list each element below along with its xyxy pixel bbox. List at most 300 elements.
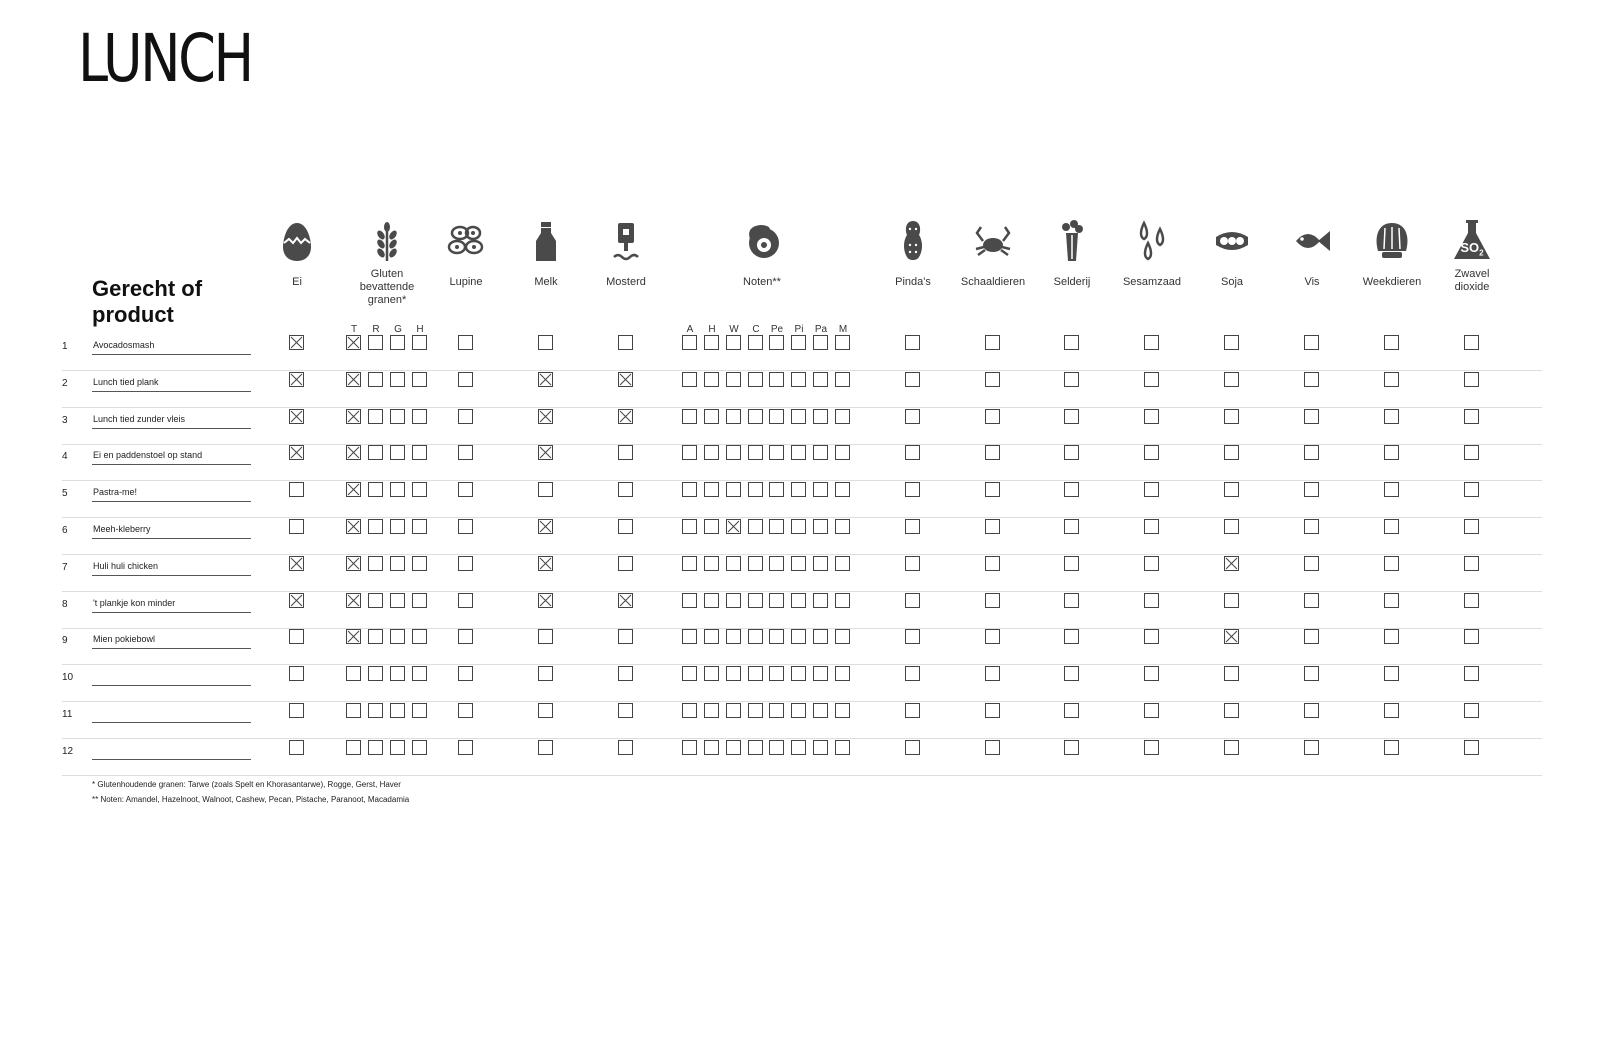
checkbox-soja[interactable] <box>1224 666 1239 681</box>
checkbox-noten-Pa[interactable] <box>813 519 828 534</box>
checkbox-pinda[interactable] <box>905 445 920 460</box>
checkbox-pinda[interactable] <box>905 703 920 718</box>
checkbox-mosterd[interactable] <box>618 593 633 608</box>
checkbox-soja[interactable] <box>1224 556 1239 571</box>
checkbox-pinda[interactable] <box>905 482 920 497</box>
checkbox-noten-W[interactable] <box>726 335 741 350</box>
checkbox-gluten-T[interactable] <box>346 372 361 387</box>
checkbox-ei[interactable] <box>289 556 304 571</box>
checkbox-zwavel[interactable] <box>1464 519 1479 534</box>
checkbox-lupine[interactable] <box>458 372 473 387</box>
checkbox-noten-Pe[interactable] <box>769 629 784 644</box>
checkbox-noten-M[interactable] <box>835 445 850 460</box>
checkbox-melk[interactable] <box>538 372 553 387</box>
checkbox-gluten-T[interactable] <box>346 556 361 571</box>
checkbox-melk[interactable] <box>538 409 553 424</box>
checkbox-gluten-T[interactable] <box>346 409 361 424</box>
checkbox-noten-A[interactable] <box>682 629 697 644</box>
checkbox-noten-A[interactable] <box>682 372 697 387</box>
checkbox-mosterd[interactable] <box>618 629 633 644</box>
checkbox-pinda[interactable] <box>905 593 920 608</box>
checkbox-selderij[interactable] <box>1064 593 1079 608</box>
checkbox-melk[interactable] <box>538 519 553 534</box>
checkbox-noten-M[interactable] <box>835 629 850 644</box>
checkbox-selderij[interactable] <box>1064 372 1079 387</box>
checkbox-gluten-H[interactable] <box>412 629 427 644</box>
checkbox-sesamzaad[interactable] <box>1144 519 1159 534</box>
checkbox-weekdieren[interactable] <box>1384 629 1399 644</box>
checkbox-ei[interactable] <box>289 519 304 534</box>
checkbox-noten-C[interactable] <box>748 629 763 644</box>
checkbox-weekdieren[interactable] <box>1384 593 1399 608</box>
dish-name-field[interactable]: Mien pokiebowl <box>92 632 251 649</box>
checkbox-gluten-R[interactable] <box>368 666 383 681</box>
dish-name-field[interactable] <box>92 669 251 686</box>
checkbox-noten-H[interactable] <box>704 445 719 460</box>
checkbox-melk[interactable] <box>538 335 553 350</box>
checkbox-vis[interactable] <box>1304 519 1319 534</box>
checkbox-zwavel[interactable] <box>1464 372 1479 387</box>
checkbox-sesamzaad[interactable] <box>1144 629 1159 644</box>
checkbox-pinda[interactable] <box>905 372 920 387</box>
checkbox-noten-C[interactable] <box>748 335 763 350</box>
checkbox-noten-A[interactable] <box>682 445 697 460</box>
checkbox-gluten-H[interactable] <box>412 556 427 571</box>
checkbox-vis[interactable] <box>1304 482 1319 497</box>
checkbox-gluten-G[interactable] <box>390 629 405 644</box>
checkbox-vis[interactable] <box>1304 556 1319 571</box>
checkbox-ei[interactable] <box>289 445 304 460</box>
checkbox-noten-W[interactable] <box>726 629 741 644</box>
checkbox-noten-A[interactable] <box>682 556 697 571</box>
checkbox-mosterd[interactable] <box>618 666 633 681</box>
checkbox-gluten-T[interactable] <box>346 629 361 644</box>
checkbox-noten-H[interactable] <box>704 703 719 718</box>
checkbox-noten-H[interactable] <box>704 372 719 387</box>
checkbox-gluten-R[interactable] <box>368 445 383 460</box>
checkbox-soja[interactable] <box>1224 482 1239 497</box>
checkbox-pinda[interactable] <box>905 519 920 534</box>
checkbox-weekdieren[interactable] <box>1384 519 1399 534</box>
checkbox-noten-Pi[interactable] <box>791 629 806 644</box>
checkbox-schaaldieren[interactable] <box>985 519 1000 534</box>
checkbox-mosterd[interactable] <box>618 335 633 350</box>
checkbox-noten-W[interactable] <box>726 482 741 497</box>
checkbox-lupine[interactable] <box>458 703 473 718</box>
checkbox-noten-Pe[interactable] <box>769 593 784 608</box>
checkbox-noten-Pe[interactable] <box>769 372 784 387</box>
checkbox-noten-Pa[interactable] <box>813 445 828 460</box>
checkbox-melk[interactable] <box>538 703 553 718</box>
checkbox-noten-W[interactable] <box>726 519 741 534</box>
dish-name-field[interactable]: Huli huli chicken <box>92 559 251 576</box>
checkbox-lupine[interactable] <box>458 519 473 534</box>
checkbox-gluten-T[interactable] <box>346 666 361 681</box>
checkbox-gluten-H[interactable] <box>412 703 427 718</box>
checkbox-noten-Pi[interactable] <box>791 666 806 681</box>
checkbox-sesamzaad[interactable] <box>1144 703 1159 718</box>
checkbox-noten-Pa[interactable] <box>813 372 828 387</box>
checkbox-sesamzaad[interactable] <box>1144 740 1159 755</box>
checkbox-gluten-G[interactable] <box>390 482 405 497</box>
checkbox-gluten-T[interactable] <box>346 445 361 460</box>
checkbox-selderij[interactable] <box>1064 703 1079 718</box>
checkbox-noten-M[interactable] <box>835 372 850 387</box>
checkbox-noten-C[interactable] <box>748 593 763 608</box>
checkbox-gluten-H[interactable] <box>412 593 427 608</box>
checkbox-lupine[interactable] <box>458 445 473 460</box>
checkbox-schaaldieren[interactable] <box>985 703 1000 718</box>
checkbox-noten-M[interactable] <box>835 335 850 350</box>
checkbox-selderij[interactable] <box>1064 629 1079 644</box>
checkbox-melk[interactable] <box>538 740 553 755</box>
checkbox-vis[interactable] <box>1304 666 1319 681</box>
checkbox-noten-Pi[interactable] <box>791 482 806 497</box>
checkbox-ei[interactable] <box>289 372 304 387</box>
checkbox-lupine[interactable] <box>458 629 473 644</box>
dish-name-field[interactable]: Avocadosmash <box>92 338 251 355</box>
checkbox-gluten-H[interactable] <box>412 740 427 755</box>
checkbox-noten-Pi[interactable] <box>791 703 806 718</box>
checkbox-gluten-H[interactable] <box>412 445 427 460</box>
checkbox-noten-W[interactable] <box>726 666 741 681</box>
checkbox-pinda[interactable] <box>905 740 920 755</box>
checkbox-gluten-G[interactable] <box>390 409 405 424</box>
checkbox-noten-Pe[interactable] <box>769 409 784 424</box>
checkbox-mosterd[interactable] <box>618 703 633 718</box>
checkbox-noten-A[interactable] <box>682 335 697 350</box>
checkbox-gluten-T[interactable] <box>346 482 361 497</box>
checkbox-noten-Pi[interactable] <box>791 335 806 350</box>
checkbox-sesamzaad[interactable] <box>1144 593 1159 608</box>
checkbox-noten-W[interactable] <box>726 409 741 424</box>
checkbox-soja[interactable] <box>1224 593 1239 608</box>
checkbox-noten-Pe[interactable] <box>769 335 784 350</box>
checkbox-zwavel[interactable] <box>1464 409 1479 424</box>
checkbox-weekdieren[interactable] <box>1384 409 1399 424</box>
checkbox-noten-H[interactable] <box>704 666 719 681</box>
dish-name-field[interactable] <box>92 743 251 760</box>
checkbox-zwavel[interactable] <box>1464 666 1479 681</box>
checkbox-ei[interactable] <box>289 666 304 681</box>
checkbox-ei[interactable] <box>289 703 304 718</box>
checkbox-noten-A[interactable] <box>682 666 697 681</box>
checkbox-selderij[interactable] <box>1064 482 1079 497</box>
checkbox-mosterd[interactable] <box>618 445 633 460</box>
checkbox-noten-H[interactable] <box>704 556 719 571</box>
checkbox-ei[interactable] <box>289 740 304 755</box>
checkbox-pinda[interactable] <box>905 629 920 644</box>
checkbox-soja[interactable] <box>1224 740 1239 755</box>
checkbox-pinda[interactable] <box>905 409 920 424</box>
dish-name-field[interactable]: Ei en paddenstoel op stand <box>92 448 251 465</box>
checkbox-lupine[interactable] <box>458 409 473 424</box>
checkbox-schaaldieren[interactable] <box>985 372 1000 387</box>
dish-name-field[interactable] <box>92 706 251 723</box>
checkbox-pinda[interactable] <box>905 556 920 571</box>
checkbox-selderij[interactable] <box>1064 740 1079 755</box>
checkbox-gluten-G[interactable] <box>390 703 405 718</box>
checkbox-zwavel[interactable] <box>1464 445 1479 460</box>
checkbox-gluten-G[interactable] <box>390 556 405 571</box>
checkbox-soja[interactable] <box>1224 519 1239 534</box>
checkbox-noten-Pe[interactable] <box>769 482 784 497</box>
checkbox-gluten-T[interactable] <box>346 593 361 608</box>
checkbox-noten-Pe[interactable] <box>769 703 784 718</box>
checkbox-noten-Pi[interactable] <box>791 372 806 387</box>
checkbox-sesamzaad[interactable] <box>1144 335 1159 350</box>
checkbox-noten-W[interactable] <box>726 372 741 387</box>
checkbox-mosterd[interactable] <box>618 556 633 571</box>
checkbox-lupine[interactable] <box>458 666 473 681</box>
checkbox-gluten-G[interactable] <box>390 740 405 755</box>
checkbox-noten-A[interactable] <box>682 593 697 608</box>
dish-name-field[interactable]: Lunch tied zunder vleis <box>92 412 251 429</box>
checkbox-vis[interactable] <box>1304 372 1319 387</box>
checkbox-pinda[interactable] <box>905 335 920 350</box>
checkbox-soja[interactable] <box>1224 629 1239 644</box>
checkbox-soja[interactable] <box>1224 703 1239 718</box>
checkbox-noten-W[interactable] <box>726 556 741 571</box>
checkbox-mosterd[interactable] <box>618 482 633 497</box>
checkbox-noten-Pi[interactable] <box>791 740 806 755</box>
checkbox-noten-A[interactable] <box>682 703 697 718</box>
checkbox-noten-C[interactable] <box>748 409 763 424</box>
checkbox-vis[interactable] <box>1304 593 1319 608</box>
checkbox-noten-C[interactable] <box>748 445 763 460</box>
checkbox-noten-M[interactable] <box>835 740 850 755</box>
checkbox-mosterd[interactable] <box>618 372 633 387</box>
checkbox-weekdieren[interactable] <box>1384 740 1399 755</box>
checkbox-pinda[interactable] <box>905 666 920 681</box>
checkbox-noten-Pe[interactable] <box>769 445 784 460</box>
checkbox-sesamzaad[interactable] <box>1144 556 1159 571</box>
checkbox-zwavel[interactable] <box>1464 335 1479 350</box>
checkbox-soja[interactable] <box>1224 372 1239 387</box>
checkbox-selderij[interactable] <box>1064 556 1079 571</box>
checkbox-noten-Pa[interactable] <box>813 409 828 424</box>
checkbox-noten-H[interactable] <box>704 519 719 534</box>
checkbox-melk[interactable] <box>538 482 553 497</box>
checkbox-melk[interactable] <box>538 593 553 608</box>
checkbox-noten-Pa[interactable] <box>813 593 828 608</box>
checkbox-vis[interactable] <box>1304 409 1319 424</box>
checkbox-noten-H[interactable] <box>704 629 719 644</box>
checkbox-mosterd[interactable] <box>618 740 633 755</box>
checkbox-noten-Pi[interactable] <box>791 409 806 424</box>
checkbox-zwavel[interactable] <box>1464 593 1479 608</box>
checkbox-lupine[interactable] <box>458 740 473 755</box>
checkbox-gluten-R[interactable] <box>368 335 383 350</box>
checkbox-noten-C[interactable] <box>748 519 763 534</box>
checkbox-schaaldieren[interactable] <box>985 629 1000 644</box>
checkbox-soja[interactable] <box>1224 335 1239 350</box>
checkbox-gluten-H[interactable] <box>412 335 427 350</box>
checkbox-weekdieren[interactable] <box>1384 372 1399 387</box>
checkbox-gluten-G[interactable] <box>390 335 405 350</box>
checkbox-noten-W[interactable] <box>726 703 741 718</box>
checkbox-gluten-R[interactable] <box>368 482 383 497</box>
checkbox-ei[interactable] <box>289 629 304 644</box>
checkbox-sesamzaad[interactable] <box>1144 409 1159 424</box>
checkbox-ei[interactable] <box>289 593 304 608</box>
checkbox-gluten-R[interactable] <box>368 409 383 424</box>
checkbox-mosterd[interactable] <box>618 519 633 534</box>
checkbox-gluten-R[interactable] <box>368 593 383 608</box>
checkbox-schaaldieren[interactable] <box>985 593 1000 608</box>
checkbox-weekdieren[interactable] <box>1384 482 1399 497</box>
checkbox-vis[interactable] <box>1304 703 1319 718</box>
checkbox-noten-Pe[interactable] <box>769 740 784 755</box>
checkbox-noten-Pa[interactable] <box>813 703 828 718</box>
checkbox-soja[interactable] <box>1224 445 1239 460</box>
checkbox-schaaldieren[interactable] <box>985 445 1000 460</box>
checkbox-noten-Pa[interactable] <box>813 482 828 497</box>
dish-name-field[interactable]: Lunch tied plank <box>92 375 251 392</box>
checkbox-melk[interactable] <box>538 445 553 460</box>
checkbox-gluten-G[interactable] <box>390 593 405 608</box>
checkbox-lupine[interactable] <box>458 556 473 571</box>
checkbox-zwavel[interactable] <box>1464 482 1479 497</box>
checkbox-mosterd[interactable] <box>618 409 633 424</box>
checkbox-noten-H[interactable] <box>704 593 719 608</box>
checkbox-noten-Pe[interactable] <box>769 556 784 571</box>
checkbox-gluten-H[interactable] <box>412 519 427 534</box>
checkbox-weekdieren[interactable] <box>1384 703 1399 718</box>
checkbox-lupine[interactable] <box>458 335 473 350</box>
checkbox-noten-Pi[interactable] <box>791 445 806 460</box>
checkbox-schaaldieren[interactable] <box>985 556 1000 571</box>
checkbox-schaaldieren[interactable] <box>985 666 1000 681</box>
checkbox-noten-Pa[interactable] <box>813 666 828 681</box>
checkbox-noten-W[interactable] <box>726 593 741 608</box>
checkbox-selderij[interactable] <box>1064 335 1079 350</box>
checkbox-gluten-G[interactable] <box>390 519 405 534</box>
checkbox-noten-W[interactable] <box>726 740 741 755</box>
checkbox-noten-M[interactable] <box>835 556 850 571</box>
checkbox-schaaldieren[interactable] <box>985 335 1000 350</box>
checkbox-ei[interactable] <box>289 409 304 424</box>
checkbox-gluten-H[interactable] <box>412 372 427 387</box>
checkbox-zwavel[interactable] <box>1464 703 1479 718</box>
checkbox-sesamzaad[interactable] <box>1144 482 1159 497</box>
checkbox-noten-C[interactable] <box>748 703 763 718</box>
checkbox-noten-A[interactable] <box>682 409 697 424</box>
checkbox-sesamzaad[interactable] <box>1144 445 1159 460</box>
checkbox-noten-C[interactable] <box>748 666 763 681</box>
checkbox-zwavel[interactable] <box>1464 556 1479 571</box>
checkbox-gluten-H[interactable] <box>412 482 427 497</box>
checkbox-noten-Pa[interactable] <box>813 335 828 350</box>
checkbox-lupine[interactable] <box>458 482 473 497</box>
checkbox-sesamzaad[interactable] <box>1144 372 1159 387</box>
checkbox-noten-M[interactable] <box>835 703 850 718</box>
checkbox-noten-C[interactable] <box>748 556 763 571</box>
checkbox-zwavel[interactable] <box>1464 629 1479 644</box>
checkbox-soja[interactable] <box>1224 409 1239 424</box>
checkbox-vis[interactable] <box>1304 740 1319 755</box>
checkbox-schaaldieren[interactable] <box>985 482 1000 497</box>
checkbox-sesamzaad[interactable] <box>1144 666 1159 681</box>
checkbox-gluten-G[interactable] <box>390 372 405 387</box>
checkbox-schaaldieren[interactable] <box>985 740 1000 755</box>
checkbox-vis[interactable] <box>1304 335 1319 350</box>
checkbox-melk[interactable] <box>538 629 553 644</box>
checkbox-gluten-R[interactable] <box>368 372 383 387</box>
checkbox-gluten-T[interactable] <box>346 740 361 755</box>
checkbox-gluten-G[interactable] <box>390 666 405 681</box>
checkbox-gluten-R[interactable] <box>368 740 383 755</box>
checkbox-noten-H[interactable] <box>704 335 719 350</box>
checkbox-noten-A[interactable] <box>682 482 697 497</box>
checkbox-weekdieren[interactable] <box>1384 666 1399 681</box>
checkbox-noten-C[interactable] <box>748 482 763 497</box>
checkbox-gluten-T[interactable] <box>346 519 361 534</box>
checkbox-schaaldieren[interactable] <box>985 409 1000 424</box>
checkbox-noten-Pi[interactable] <box>791 593 806 608</box>
checkbox-noten-C[interactable] <box>748 372 763 387</box>
checkbox-noten-M[interactable] <box>835 482 850 497</box>
checkbox-selderij[interactable] <box>1064 445 1079 460</box>
checkbox-vis[interactable] <box>1304 445 1319 460</box>
checkbox-gluten-H[interactable] <box>412 666 427 681</box>
checkbox-selderij[interactable] <box>1064 666 1079 681</box>
checkbox-noten-M[interactable] <box>835 409 850 424</box>
checkbox-noten-Pi[interactable] <box>791 556 806 571</box>
checkbox-noten-H[interactable] <box>704 482 719 497</box>
checkbox-noten-W[interactable] <box>726 445 741 460</box>
checkbox-noten-Pa[interactable] <box>813 629 828 644</box>
checkbox-noten-M[interactable] <box>835 593 850 608</box>
checkbox-selderij[interactable] <box>1064 519 1079 534</box>
checkbox-noten-Pa[interactable] <box>813 556 828 571</box>
checkbox-vis[interactable] <box>1304 629 1319 644</box>
checkbox-noten-H[interactable] <box>704 409 719 424</box>
checkbox-gluten-T[interactable] <box>346 335 361 350</box>
checkbox-noten-C[interactable] <box>748 740 763 755</box>
checkbox-noten-M[interactable] <box>835 666 850 681</box>
checkbox-gluten-R[interactable] <box>368 629 383 644</box>
checkbox-noten-Pi[interactable] <box>791 519 806 534</box>
checkbox-noten-A[interactable] <box>682 519 697 534</box>
checkbox-weekdieren[interactable] <box>1384 335 1399 350</box>
dish-name-field[interactable]: Pastra-me! <box>92 485 251 502</box>
checkbox-noten-Pe[interactable] <box>769 666 784 681</box>
checkbox-selderij[interactable] <box>1064 409 1079 424</box>
checkbox-noten-M[interactable] <box>835 519 850 534</box>
checkbox-lupine[interactable] <box>458 593 473 608</box>
dish-name-field[interactable]: 't plankje kon minder <box>92 596 251 613</box>
checkbox-noten-H[interactable] <box>704 740 719 755</box>
checkbox-gluten-R[interactable] <box>368 519 383 534</box>
dish-name-field[interactable]: Meeh-kleberry <box>92 522 251 539</box>
checkbox-weekdieren[interactable] <box>1384 556 1399 571</box>
checkbox-melk[interactable] <box>538 666 553 681</box>
checkbox-melk[interactable] <box>538 556 553 571</box>
checkbox-noten-Pa[interactable] <box>813 740 828 755</box>
checkbox-gluten-G[interactable] <box>390 445 405 460</box>
checkbox-zwavel[interactable] <box>1464 740 1479 755</box>
checkbox-noten-A[interactable] <box>682 740 697 755</box>
checkbox-noten-Pe[interactable] <box>769 519 784 534</box>
checkbox-gluten-R[interactable] <box>368 556 383 571</box>
checkbox-ei[interactable] <box>289 335 304 350</box>
checkbox-gluten-R[interactable] <box>368 703 383 718</box>
checkbox-gluten-H[interactable] <box>412 409 427 424</box>
checkbox-weekdieren[interactable] <box>1384 445 1399 460</box>
checkbox-ei[interactable] <box>289 482 304 497</box>
checkbox-gluten-T[interactable] <box>346 703 361 718</box>
